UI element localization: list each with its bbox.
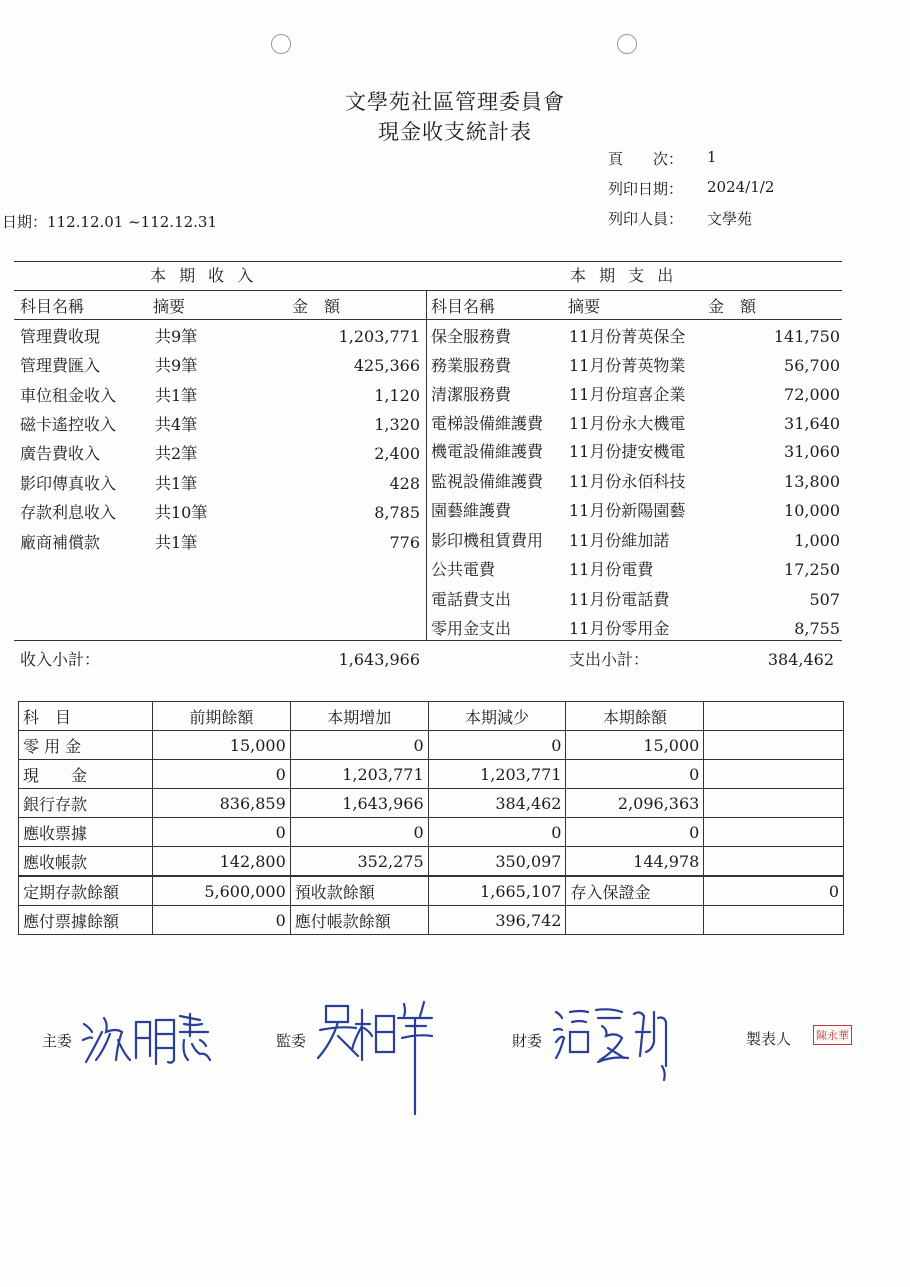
expense-subtotal-label: 支出小計： <box>569 650 650 669</box>
income-row-subject: 影印傳真收入 <box>20 474 117 493</box>
income-row-summary: 共4筆 <box>155 415 198 434</box>
balance-cell: 1,643,966 <box>290 789 428 818</box>
income-row-subject: 廣告費收入 <box>20 444 101 463</box>
expense-row-summary: 11月份菁英保全 <box>569 327 686 346</box>
supervisor-signature <box>312 996 438 1116</box>
balance-cell: 0 <box>428 818 566 847</box>
income-row-subject: 磁卡遙控收入 <box>20 415 117 434</box>
balance-cell <box>704 818 844 847</box>
income-row-amount: 8,785 <box>374 503 420 522</box>
expense-row-amount: 17,250 <box>784 560 840 579</box>
income-row-subject: 廠商補償款 <box>20 533 101 552</box>
income-row-summary: 共9筆 <box>155 327 198 346</box>
balance-row <box>19 731 844 760</box>
expense-row-subject: 清潔服務費 <box>431 385 512 404</box>
income-expense-divider <box>426 290 427 640</box>
header-divider <box>14 290 842 291</box>
expense-summary-header: 摘要 <box>568 297 601 316</box>
table-bottom-border <box>14 640 842 641</box>
balance-cell: 0 <box>428 731 566 760</box>
balance-cell: 應收票據 <box>19 818 153 847</box>
expense-row-summary: 11月份電話費 <box>569 590 670 609</box>
balance-header: 前期餘額 <box>152 702 290 731</box>
page-value: 1 <box>707 148 717 166</box>
income-row-subject: 車位租金收入 <box>20 386 117 405</box>
income-row-summary: 共1筆 <box>155 533 198 552</box>
balance-row <box>19 789 844 818</box>
income-row-amount: 776 <box>389 533 420 552</box>
printer-value: 文學苑 <box>707 210 753 228</box>
income-row-summary: 共1筆 <box>155 474 198 493</box>
expense-row-summary: 11月份瑄喜企業 <box>569 385 686 404</box>
expense-row-amount: 13,800 <box>784 472 840 491</box>
balance-cell: 15,000 <box>566 731 704 760</box>
expense-section-title: 本 期 支 出 <box>570 266 678 285</box>
punch-hole-right <box>617 34 637 54</box>
expense-row-subject: 保全服務費 <box>431 327 512 346</box>
expense-row-subject: 園藝維護費 <box>431 501 512 520</box>
income-row-subject: 管理費匯入 <box>20 356 101 375</box>
balance-header: 本期增加 <box>290 702 428 731</box>
preparer-stamp: 陳永華 <box>813 1025 852 1045</box>
expense-row-amount: 8,755 <box>794 619 840 638</box>
balance-cell: 352,275 <box>290 847 428 877</box>
expense-row-amount: 10,000 <box>784 501 840 520</box>
balance-extra-row <box>19 876 844 906</box>
balance-cell: 預收款餘額 <box>290 876 428 906</box>
income-row-subject: 存款利息收入 <box>20 503 117 522</box>
balance-header: 本期餘額 <box>566 702 704 731</box>
expense-row-summary: 11月份零用金 <box>569 619 670 638</box>
balance-cell <box>704 906 844 935</box>
balance-cell: 15,000 <box>152 731 290 760</box>
treasurer-signature <box>550 1002 670 1088</box>
document-title: 文學苑社區管理委員會 <box>345 90 565 114</box>
expense-row-amount: 56,700 <box>784 356 840 375</box>
expense-subject-header: 科目名稱 <box>431 297 496 316</box>
print-date-label: 列印日期： <box>608 180 684 198</box>
balance-header: 科 目 <box>19 702 153 731</box>
chair-signature <box>80 1010 215 1070</box>
balance-cell: 1,203,771 <box>290 760 428 789</box>
balance-cell: 應付票據餘額 <box>19 906 153 935</box>
balance-cell: 142,800 <box>152 847 290 877</box>
balance-cell: 2,096,363 <box>566 789 704 818</box>
balance-cell: 0 <box>290 818 428 847</box>
expense-row-summary: 11月份捷安機電 <box>569 442 686 461</box>
balance-cell: 836,859 <box>152 789 290 818</box>
income-summary-header: 摘要 <box>153 297 186 316</box>
balance-cell: 0 <box>152 906 290 935</box>
balance-cell: 現 金 <box>19 760 153 789</box>
page-label: 頁 次： <box>608 150 684 168</box>
balance-cell: 0 <box>566 818 704 847</box>
balance-cell: 0 <box>290 731 428 760</box>
expense-row-subject: 監視設備維護費 <box>431 472 544 491</box>
balance-row <box>19 847 844 877</box>
expense-row-summary: 11月份永佰科技 <box>569 472 686 491</box>
chair-label: 主委 <box>42 1032 73 1050</box>
expense-subtotal-value: 384,462 <box>767 650 834 669</box>
expense-row-summary: 11月份菁英物業 <box>569 356 686 375</box>
balance-extra-row <box>19 906 844 935</box>
expense-row-subject: 務業服務費 <box>431 356 512 375</box>
income-row-summary: 共9筆 <box>155 356 198 375</box>
income-amount-header: 金 額 <box>292 297 341 316</box>
balance-cell: 0 <box>704 876 844 906</box>
treasurer-label: 財委 <box>512 1032 543 1050</box>
balance-cell <box>704 760 844 789</box>
balance-cell <box>704 731 844 760</box>
balance-table <box>18 701 844 935</box>
supervisor-label: 監委 <box>276 1032 307 1050</box>
balance-cell: 0 <box>152 818 290 847</box>
balance-cell: 384,462 <box>428 789 566 818</box>
expense-amount-header: 金 額 <box>708 297 757 316</box>
expense-row-summary: 11月份新陽園藝 <box>569 501 686 520</box>
income-row-amount: 1,120 <box>374 386 420 405</box>
income-row-summary: 共2筆 <box>155 444 198 463</box>
printer-label: 列印人員： <box>608 210 684 228</box>
income-subtotal-value: 1,643,966 <box>338 650 420 669</box>
balance-cell: 應收帳款 <box>19 847 153 877</box>
expense-row-amount: 31,060 <box>784 442 840 461</box>
balance-cell: 存入保證金 <box>566 876 704 906</box>
balance-cell: 1,665,107 <box>428 876 566 906</box>
balance-header: 本期減少 <box>428 702 566 731</box>
preparer-label: 製表人 <box>746 1030 792 1048</box>
expense-row-subject: 電梯設備維護費 <box>431 414 544 433</box>
period-label: 日期：112.12.01 ~112.12.31 <box>2 213 218 231</box>
print-date-value: 2024/1/2 <box>707 178 775 196</box>
balance-cell <box>566 906 704 935</box>
income-row-amount: 2,400 <box>374 444 420 463</box>
expense-row-subject: 零用金支出 <box>431 619 512 638</box>
expense-row-subject: 電話費支出 <box>431 590 512 609</box>
balance-cell <box>704 789 844 818</box>
balance-row <box>19 760 844 789</box>
income-row-amount: 1,320 <box>374 415 420 434</box>
income-row-subject: 管理費收現 <box>20 327 101 346</box>
table-top-border <box>14 261 842 262</box>
expense-row-summary: 11月份電費 <box>569 560 654 579</box>
expense-row-amount: 72,000 <box>784 385 840 404</box>
balance-cell: 1,203,771 <box>428 760 566 789</box>
balance-header <box>704 702 844 731</box>
income-section-title: 本 期 收 入 <box>150 266 258 285</box>
balance-cell: 396,742 <box>428 906 566 935</box>
balance-cell: 應付帳款餘額 <box>290 906 428 935</box>
expense-row-amount: 507 <box>809 590 840 609</box>
document-subtitle: 現金收支統計表 <box>378 120 532 144</box>
balance-header-row <box>19 702 844 731</box>
income-row-summary: 共10筆 <box>155 503 208 522</box>
balance-cell: 0 <box>152 760 290 789</box>
expense-row-subject: 影印機租賃費用 <box>431 531 544 550</box>
expense-row-amount: 141,750 <box>773 327 840 346</box>
balance-cell: 0 <box>566 760 704 789</box>
income-row-summary: 共1筆 <box>155 386 198 405</box>
body-divider <box>14 319 842 320</box>
balance-cell: 銀行存款 <box>19 789 153 818</box>
income-subject-header: 科目名稱 <box>20 297 85 316</box>
balance-cell: 5,600,000 <box>152 876 290 906</box>
expense-row-amount: 1,000 <box>794 531 840 550</box>
income-row-amount: 428 <box>389 474 420 493</box>
balance-cell: 350,097 <box>428 847 566 877</box>
balance-cell <box>704 847 844 877</box>
balance-cell: 144,978 <box>566 847 704 877</box>
balance-row <box>19 818 844 847</box>
punch-hole-left <box>271 34 291 54</box>
income-row-amount: 425,366 <box>353 356 420 375</box>
expense-row-amount: 31,640 <box>784 414 840 433</box>
expense-row-summary: 11月份維加諾 <box>569 531 670 550</box>
expense-row-subject: 機電設備維護費 <box>431 442 544 461</box>
expense-row-summary: 11月份永大機電 <box>569 414 686 433</box>
income-subtotal-label: 收入小計： <box>20 650 101 669</box>
expense-row-subject: 公共電費 <box>431 560 496 579</box>
balance-cell: 零 用 金 <box>19 731 153 760</box>
income-row-amount: 1,203,771 <box>338 327 420 346</box>
balance-cell: 定期存款餘額 <box>19 876 153 906</box>
